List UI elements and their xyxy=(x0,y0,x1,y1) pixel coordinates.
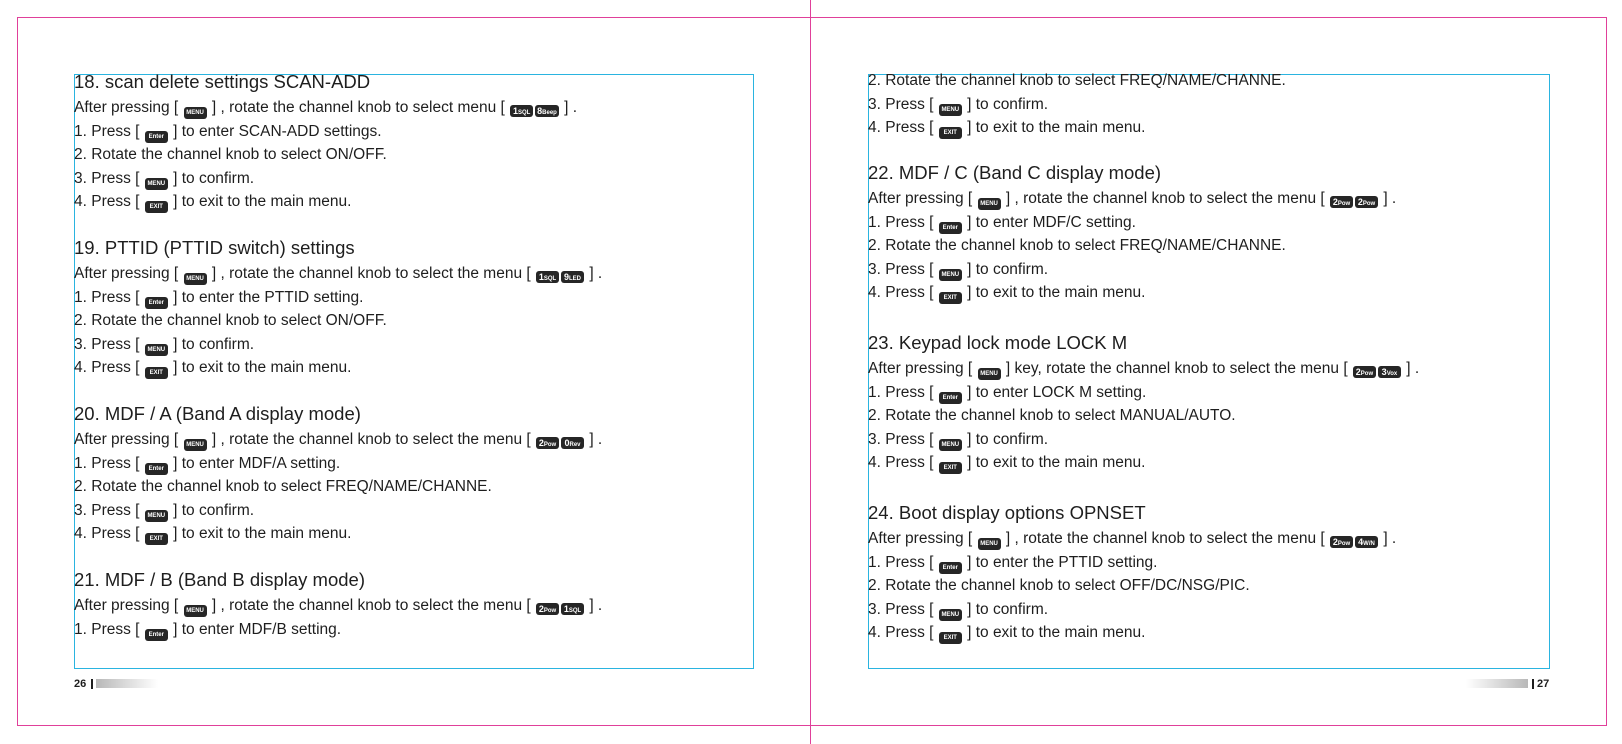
instruction-line: 3. Press [ MENU ] to confirm. xyxy=(74,336,254,356)
instruction-line: 4. Press [ EXIT ] to exit to the main menu. xyxy=(74,359,351,379)
key-exit-icon: EXIT xyxy=(939,462,962,474)
instruction-line: 1. Press [ Enter ] to enter the PTTID setting. xyxy=(74,289,363,309)
key-2-pow-icon: 2Pow xyxy=(536,437,559,449)
section-title: 22. MDF / C (Band C display mode) xyxy=(868,162,1162,183)
left-page-number: 26 xyxy=(74,678,87,690)
key-enter-icon: Enter xyxy=(145,297,168,309)
instruction-line: After pressing [ MENU ] key, rotate the channel knob to select the menu [ 2Pow 3Vox ] . xyxy=(868,360,1419,380)
key-exit-icon: EXIT xyxy=(939,632,962,644)
instruction-line: 2. Rotate the channel knob to select MANUAL/AUTO. xyxy=(868,407,1236,424)
instruction-line: 1. Press [ Enter ] to enter MDF/A setting. xyxy=(74,455,340,475)
key-enter-icon: Enter xyxy=(939,392,962,404)
instruction-line: After pressing [ MENU ] , rotate the channel knob to select the menu [ 2Pow 2Pow ] . xyxy=(868,190,1396,210)
key-2-pow-icon: 2Pow xyxy=(1330,536,1353,548)
instruction-line: 2. Rotate the channel knob to select FREQ/NAME/CHANNE. xyxy=(868,237,1286,254)
left-page-gradient-bar xyxy=(96,679,158,688)
section-title: 21. MDF / B (Band B display mode) xyxy=(74,569,365,590)
instruction-line: After pressing [ MENU ] , rotate the channel knob to select the menu [ 2Pow 0Rev ] . xyxy=(74,431,602,451)
instruction-line: 2. Rotate the channel knob to select FREQ/NAME/CHANNE. xyxy=(868,72,1286,89)
key-4-w-n-icon: 4W/N xyxy=(1355,536,1378,548)
instruction-line: 3. Press [ MENU ] to confirm. xyxy=(74,170,254,190)
instruction-line: 1. Press [ Enter ] to enter SCAN-ADD settings. xyxy=(74,123,382,143)
section-title: 23. Keypad lock mode LOCK M xyxy=(868,332,1128,353)
key-0-rev-icon: 0Rev xyxy=(561,437,584,449)
key-menu-icon: MENU xyxy=(939,104,962,116)
instruction-line: 4. Press [ EXIT ] to exit to the main menu. xyxy=(868,284,1145,304)
right-page-gradient-bar xyxy=(1466,679,1528,688)
instruction-line: 3. Press [ MENU ] to confirm. xyxy=(868,601,1048,621)
key-menu-icon: MENU xyxy=(184,107,207,119)
key-menu-icon: MENU xyxy=(184,605,207,617)
trim-line-left xyxy=(17,17,18,726)
page-fold-line xyxy=(810,0,811,744)
key-2-pow-icon: 2Pow xyxy=(1355,196,1378,208)
instruction-line: 2. Rotate the channel knob to select FREQ/NAME/CHANNE. xyxy=(74,478,492,495)
key-9-led-icon: 9LED xyxy=(561,271,584,283)
trim-line-right xyxy=(1606,17,1607,726)
key-8-beep-icon: 8Beep xyxy=(537,106,557,116)
key-menu-icon: MENU xyxy=(978,538,1001,550)
section-title: 24. Boot display options OPNSET xyxy=(868,502,1146,523)
key-exit-icon: EXIT xyxy=(145,533,168,545)
key-menu-icon: MENU xyxy=(978,198,1001,210)
section-title: 19. PTTID (PTTID switch) settings xyxy=(74,237,355,258)
instruction-line: 1. Press [ Enter ] to enter MDF/C setting. xyxy=(868,214,1136,234)
key-2-pow-icon: 2Pow xyxy=(1353,366,1376,378)
key-exit-icon: EXIT xyxy=(939,127,962,139)
key-menu-icon: MENU xyxy=(145,510,168,522)
section-title: 20. MDF / A (Band A display mode) xyxy=(74,403,361,424)
key-enter-icon: Enter xyxy=(939,562,962,574)
instruction-line: After pressing [ MENU ] , rotate the channel knob to select the menu [ 2Pow 1SQL ] . xyxy=(74,597,602,617)
instruction-line: 2. Rotate the channel knob to select ON/OFF. xyxy=(74,146,387,163)
instruction-line: 3. Press [ MENU ] to confirm. xyxy=(868,261,1048,281)
key-enter-icon: Enter xyxy=(939,222,962,234)
instruction-line: 3. Press [ MENU ] to confirm. xyxy=(868,431,1048,451)
key-1-sql-icon: 1SQL xyxy=(561,603,584,615)
trim-line-bottom xyxy=(17,725,1607,726)
instruction-line: 1. Press [ Enter ] to enter LOCK M setting. xyxy=(868,384,1146,404)
instruction-line: After pressing [ MENU ] , rotate the channel knob to select the menu [ 2Pow 4W/N ] . xyxy=(868,530,1396,550)
key-2-pow-icon: 2Pow xyxy=(1330,196,1353,208)
key-menu-icon: MENU xyxy=(939,439,962,451)
key-menu-icon: MENU xyxy=(145,178,168,190)
instruction-line: 4. Press [ EXIT ] to exit to the main menu. xyxy=(868,624,1145,644)
section-title: 18. scan delete settings SCAN-ADD xyxy=(74,71,371,92)
instruction-line: 2. Rotate the channel knob to select ON/OFF. xyxy=(74,312,387,329)
instruction-line: 3. Press [ MENU ] to confirm. xyxy=(868,96,1048,116)
right-page-number-divider xyxy=(1532,679,1534,689)
key-2-pow-icon: 2Pow xyxy=(536,603,559,615)
key-enter-icon: Enter xyxy=(145,131,168,143)
instruction-line: 2. Rotate the channel knob to select OFF/DC/NSG/PIC. xyxy=(868,577,1250,594)
key-menu-icon: MENU xyxy=(145,344,168,356)
instruction-line: 4. Press [ EXIT ] to exit to the main menu. xyxy=(868,119,1145,139)
key-menu-icon: MENU xyxy=(184,273,207,285)
key-1-sql-icon: 1SQL xyxy=(510,105,533,117)
key-menu-icon: MENU xyxy=(939,269,962,281)
instruction-line: 4. Press [ EXIT ] to exit to the main menu. xyxy=(74,525,351,545)
instruction-line: After pressing [ MENU ] , rotate the channel knob to select the menu [ 1SQL 9LED ] . xyxy=(74,265,602,285)
instruction-line: 4. Press [ EXIT ] to exit to the main menu. xyxy=(74,193,351,213)
key-menu-icon: MENU xyxy=(184,439,207,451)
trim-line-top xyxy=(17,17,1607,18)
key-menu-icon: MENU xyxy=(939,609,962,621)
instruction-line: 4. Press [ EXIT ] to exit to the main menu. xyxy=(868,454,1145,474)
instruction-line: 1. Press [ Enter ] to enter the PTTID setting. xyxy=(868,554,1157,574)
right-page-number: 27 xyxy=(1537,678,1550,690)
instruction-line: 1. Press [ Enter ] to enter MDF/B setting. xyxy=(74,621,341,641)
key-3-vox-icon: 3Vox xyxy=(1378,366,1401,378)
key-enter-icon: Enter xyxy=(145,629,168,641)
key-enter-icon: Enter xyxy=(145,463,168,475)
key-exit-icon: EXIT xyxy=(145,367,168,379)
key-1-sql-icon: 1SQL xyxy=(536,271,559,283)
key-exit-icon: EXIT xyxy=(145,201,168,213)
instruction-line: 3. Press [ MENU ] to confirm. xyxy=(74,502,254,522)
key-menu-icon: MENU xyxy=(978,368,1001,380)
left-page-number-divider xyxy=(91,679,93,689)
key-exit-icon: EXIT xyxy=(939,292,962,304)
instruction-line: After pressing [ MENU ] , rotate the channel knob to select menu [ 1SQL 8Beep ] . xyxy=(74,99,577,119)
